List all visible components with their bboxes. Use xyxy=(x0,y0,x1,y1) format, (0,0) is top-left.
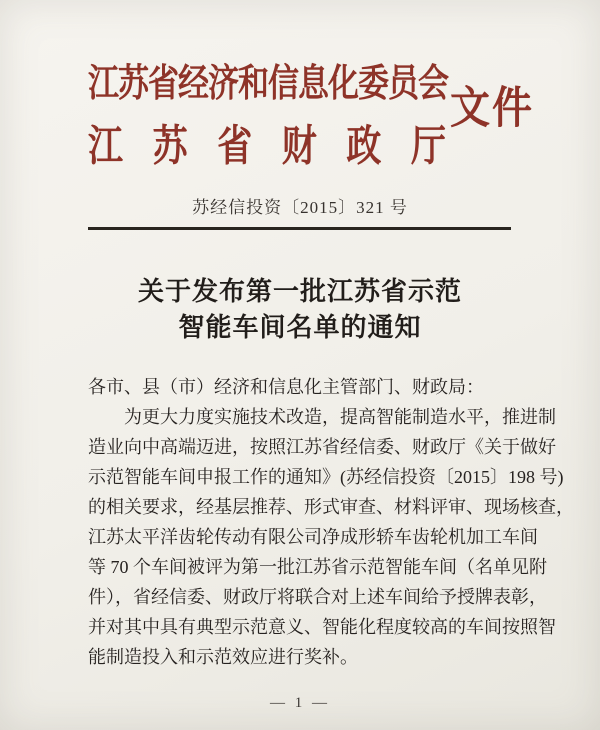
body-line: 的相关要求，经基层推荐、形式审查、材料评审、现场核查， xyxy=(88,497,574,517)
body-line: 江苏太平洋齿轮传动有限公司净成形轿车齿轮机加工车间 xyxy=(88,527,538,547)
title-line-2: 智能车间名单的通知 xyxy=(178,313,422,342)
body-line: 示范智能车间申报工作的通知》(苏经信投资〔2015〕198 号) xyxy=(88,467,564,487)
issuer-secondary: 江苏省财政厅 xyxy=(88,122,446,171)
body-line: 并对其中具有典型示范意义、智能化程度较高的车间按照智 xyxy=(88,617,556,637)
header-rule xyxy=(88,227,511,230)
salutation-line: 各市、县（市）经济和信息化主管部门、财政局： xyxy=(88,377,484,397)
title-line-1: 关于发布第一批江苏省示范 xyxy=(137,277,462,306)
document-body xyxy=(88,372,574,672)
body-line: 造业向中高端迈进，按照江苏省经信委、财政厅《关于做好 xyxy=(88,437,556,457)
issuer-primary: 江苏省经济和信息化委员会 xyxy=(88,61,448,105)
body-line: 等 70 个车间被评为第一批江苏省示范智能车间（名单见附 xyxy=(88,557,547,577)
body-line: 能制造投入和示范效应进行奖补。 xyxy=(88,647,358,667)
letterhead xyxy=(88,52,534,171)
body-line: 为更大力度实施技术改造，提高智能制造水平，推进制 xyxy=(124,407,556,427)
page-number: — 1 — xyxy=(270,695,330,711)
document-label: 文件 xyxy=(450,83,534,133)
body-line: 件），省经信委、财政厅将联合对上述车间给予授牌表彰， xyxy=(88,587,547,607)
document-number: 苏经信投资〔2015〕321 号 xyxy=(192,198,408,217)
document-title xyxy=(88,274,512,346)
